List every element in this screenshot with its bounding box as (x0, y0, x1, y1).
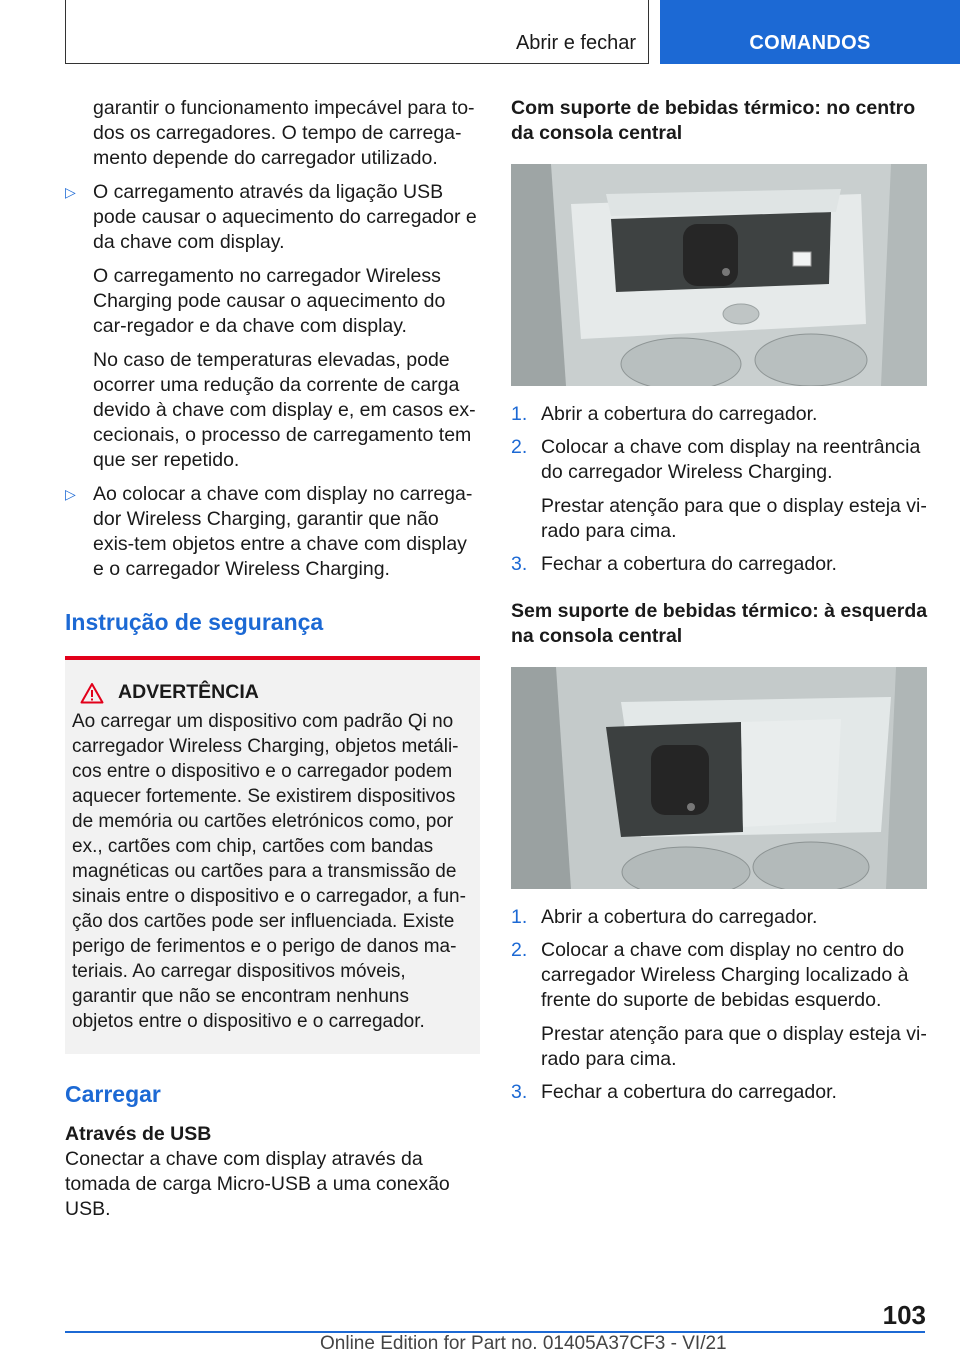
bullet-item (65, 180, 480, 255)
bullet-text: Ao colocar a chave com display no carrega-dor Wireless Charging, garantir que não exis-tem objetos entre a chave com display e o carregador Wireless Charging. (93, 483, 473, 580)
warning-title: ADVERTÊNCIA (118, 681, 259, 703)
step-number: 3. (511, 553, 528, 575)
bullet-item (65, 482, 480, 582)
step-item (511, 552, 931, 577)
bullet-text: O carregamento através da ligação USB pode causar o aquecimento do carregador e da chave com display. (93, 181, 477, 253)
step-text: Colocar a chave com display na reentrância do carregador Wireless Charging. (541, 436, 921, 483)
warning-text: Ao carregar um dispositivo com padrão Qi no carregador Wireless Charging, objetos metáli-cos entre o dispositivo e o carregador podem aquecer fortemente. Se existirem dispositivos de memória ou cartões eletrónicos como, por ex., cartões com chip, cartões com bandas magnéticas ou cartões para a transmissão de sinais entre o dispositivo e o carregador, a fun-ção dos cartões pode ser influenciada. Existe perigo de ferimentos e o perigo de danos ma-teriais. Ao carregar dispositivos móveis, garantir que não se encontram nenhuns objetos entre o dispositivo e o carregador. (72, 711, 466, 1032)
edition-text: Online Edition for Part no. 01405A37CF3 - VI/21 (320, 1333, 727, 1354)
intro-paragraph: garantir o funcionamento impecável para to-dos os carregadores. O tempo de carrega-mento depende do carregador utilizado. (93, 97, 475, 169)
step-number: 3. (511, 1081, 528, 1103)
step-text: Fechar a cobertura do carregador. (541, 553, 837, 575)
step-number: 1. (511, 906, 528, 928)
step-text: Colocar a chave com display no centro do carregador Wireless Charging localizado à frente do suporte de bebidas esquerdo. (541, 939, 909, 1011)
step-number: 2. (511, 939, 528, 961)
console-charger-photo-left (511, 667, 927, 889)
triangle-bullet-icon: ▷ (65, 184, 76, 200)
step-item (511, 1080, 931, 1105)
charge-heading: Carregar (65, 1081, 161, 1107)
triangle-bullet-icon: ▷ (65, 486, 76, 502)
step-item (511, 938, 931, 1072)
step-item (511, 402, 931, 427)
usb-paragraph: Conectar a chave com display através da tomada de carga Micro-USB a uma conexão USB. (65, 1148, 450, 1220)
step-note: Prestar atenção para que o display esteja vi-rado para cima. (541, 1023, 927, 1070)
header-left-frame (65, 0, 508, 64)
step-text: Abrir a cobertura do carregador. (541, 906, 818, 928)
step-number: 2. (511, 436, 528, 458)
safety-heading: Instrução de segurança (65, 609, 324, 635)
step-text: Abrir a cobertura do carregador. (541, 403, 818, 425)
bullet-paragraph: O carregamento no carregador Wireless Charging pode causar o aquecimento do car-regador e da chave com display. (93, 265, 446, 337)
header-chapter-tab: COMANDOS (660, 0, 960, 64)
left-column (65, 96, 480, 1222)
step-note: Prestar atenção para que o display esteja vi-rado para cima. (541, 495, 927, 542)
right-column (511, 96, 931, 1105)
header-section-title: Abrir e fechar (508, 0, 649, 64)
usb-subheading: Através de USB (65, 1123, 212, 1145)
bullet-paragraph: No caso de temperaturas elevadas, pode ocorrer uma redução da corrente de carga devido à chave com display e, em casos ex-cecionais, o processo de carregamento tem que ser repetido. (93, 349, 476, 471)
step-item (511, 435, 931, 544)
section-heading-no-thermal: Sem suporte de bebidas térmico: à esquerda na consola central (511, 600, 928, 647)
console-charger-photo (511, 164, 927, 386)
steps-list-no-thermal (511, 905, 931, 1105)
warning-box (65, 656, 480, 1054)
warning-title-row (72, 680, 473, 705)
warning-triangle-icon (80, 682, 104, 704)
step-number: 1. (511, 403, 528, 425)
step-text: Fechar a cobertura do carregador. (541, 1081, 837, 1103)
steps-list-thermal (511, 402, 931, 577)
step-item (511, 905, 931, 930)
page-number: 103 (882, 1300, 926, 1330)
section-heading-thermal: Com suporte de bebidas térmico: no centro da consola central (511, 97, 916, 144)
